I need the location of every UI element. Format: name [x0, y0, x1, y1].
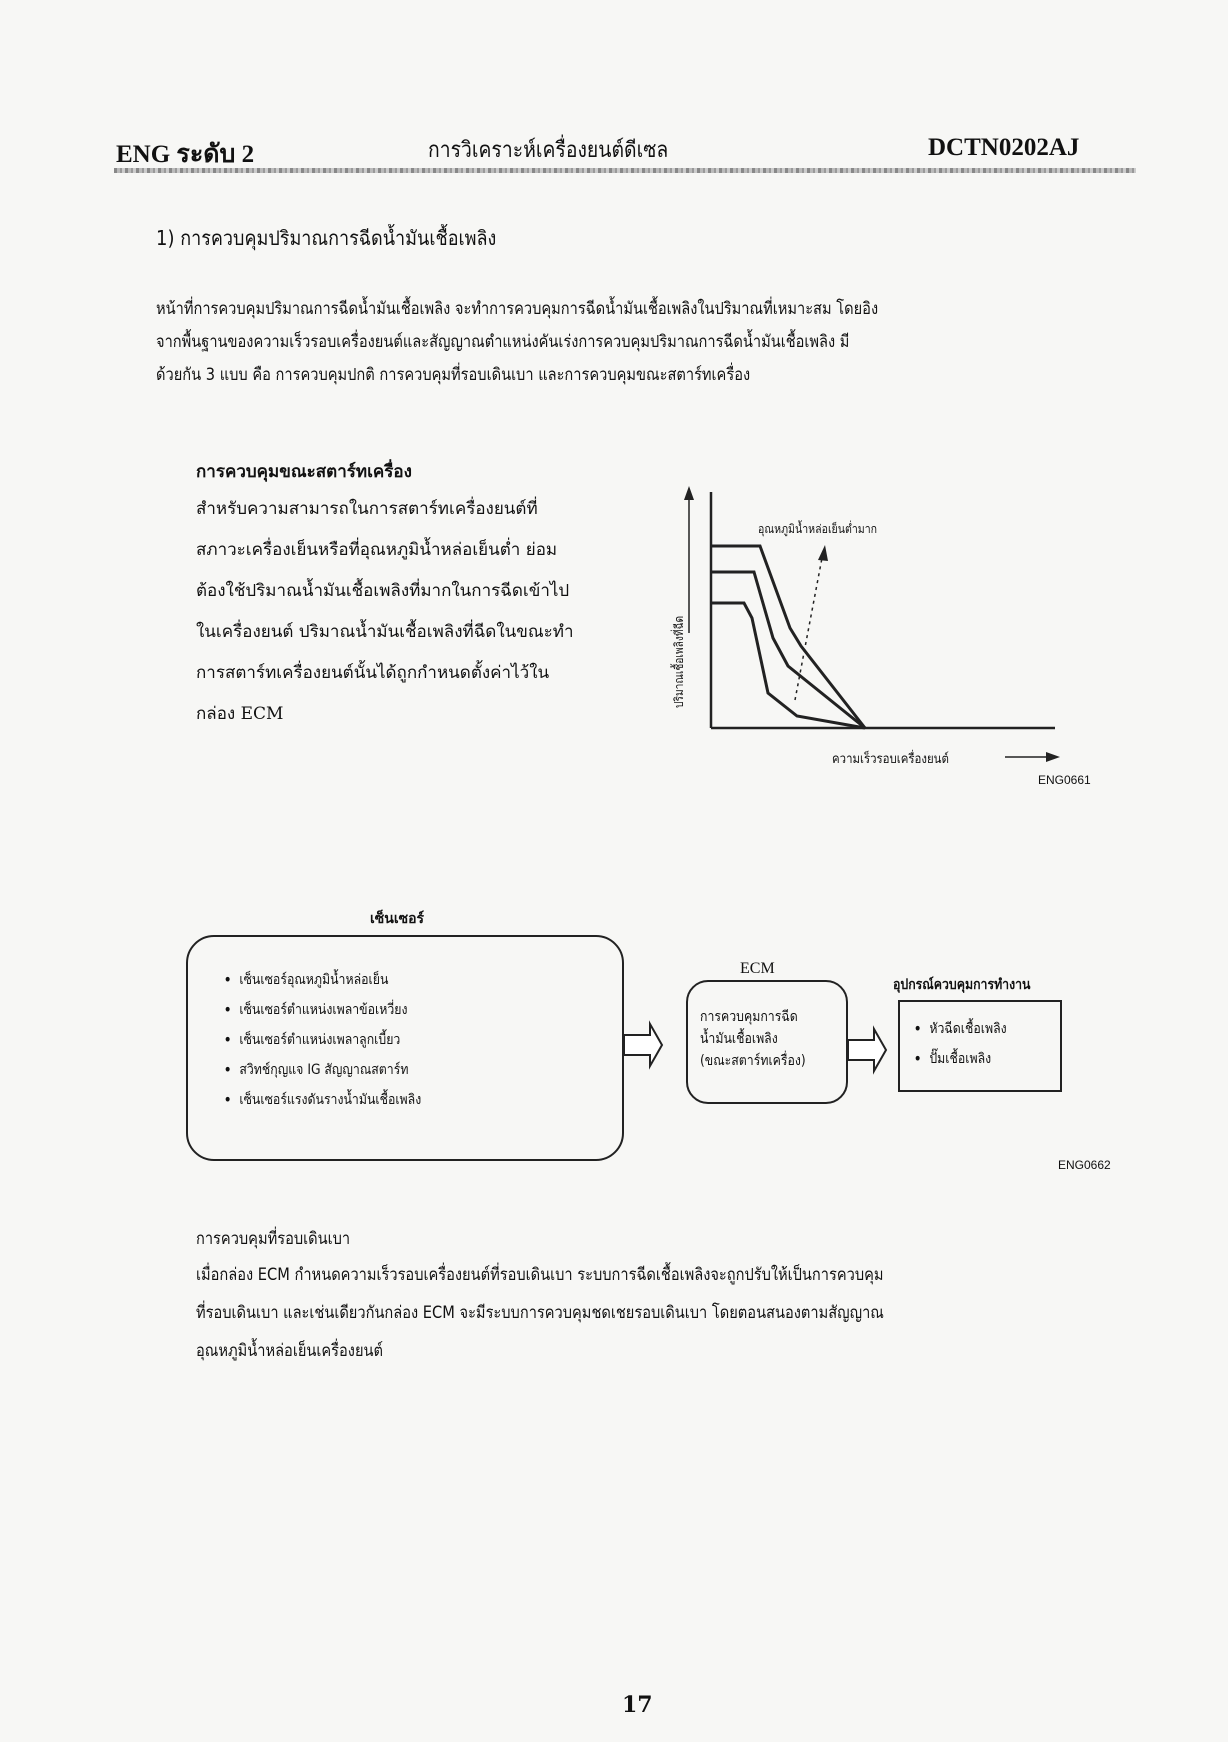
start-control-line: ต้องใช้ปริมาณน้ำมันเชื้อเพลิงที่มากในการฉีดเข้าไป — [196, 581, 570, 601]
sensor-item: • เซ็นเซอร์อุณหภูมิน้ำหล่อเย็น — [220, 965, 421, 995]
figure-fuel-quantity-graph — [660, 478, 1100, 788]
start-control-text — [196, 489, 574, 735]
fuel-graph-svg — [660, 478, 1100, 788]
page-number: 17 — [622, 1692, 653, 1718]
start-control-line: สำหรับความสามารถในการสตาร์ทเครื่องยนต์ที่ — [196, 499, 538, 519]
x-axis-arrow-head — [1046, 752, 1060, 762]
actuators-box — [898, 1000, 1062, 1092]
actuator-list — [910, 1014, 1007, 1074]
header-course-level: ENG ระดับ 2 — [116, 141, 255, 168]
coolant-temp-annotation: อุณหภูมิน้ำหล่อเย็นต่ำมาก — [758, 522, 878, 536]
arrow-sensors-to-ecm-icon — [622, 1020, 666, 1070]
ecm-heading: ECM — [740, 960, 775, 977]
header-document-title: การวิเคราะห์เครื่องยนต์ดีเซล — [428, 138, 669, 163]
sensor-item: • เซ็นเซอร์ตำแหน่งเพลาข้อเหวี่ยง — [220, 995, 421, 1025]
sensors-box — [186, 935, 624, 1161]
temperature-trend-arrow-line — [795, 558, 822, 700]
start-control-line: ในเครื่องยนต์ ปริมาณน้ำมันเชื้อเพลิงที่ฉีดในขณะทำ — [196, 622, 574, 642]
intro-line: หน้าที่การควบคุมปริมาณการฉีดน้ำมันเชื้อเพลิง จะทำการควบคุมการฉีดน้ำมันเชื้อเพลิงในปริมาณที่เหมาะสม โดยอิง — [156, 299, 879, 319]
sensor-item: • สวิทช์กุญแจ IG สัญญาณสตาร์ท — [220, 1055, 421, 1085]
start-control-line: สภาวะเครื่องเย็นหรือที่อุณหภูมิน้ำหล่อเย็นต่ำ ย่อม — [196, 540, 558, 560]
curve-medium — [711, 572, 865, 728]
idle-control-line: ที่รอบเดินเบา และเช่นเดียวกันกล่อง ECM จะมีระบบการควบคุมชดเชยรอบเดินเบา โดยตอนสนองตามสัญญาณ — [196, 1303, 884, 1323]
ecm-box — [686, 980, 848, 1104]
idle-control-line: อุณหภูมิน้ำหล่อเย็นเครื่องยนต์ — [196, 1341, 384, 1361]
arrow-ecm-to-actuators-icon — [846, 1025, 890, 1075]
sensor-item: • เซ็นเซอร์ตำแหน่งเพลาลูกเบี้ยว — [220, 1025, 421, 1055]
y-axis-label: ปริมาณเชื้อเพลิงที่ฉีด — [672, 615, 686, 708]
sensor-item: • เซ็นเซอร์แรงดันรางน้ำมันเชื้อเพลิง — [220, 1085, 421, 1115]
figure1-code: ENG0661 — [1038, 773, 1091, 787]
actuators-heading: อุปกรณ์ควบคุมการทำงาน — [893, 977, 1031, 993]
temperature-trend-arrow-head — [818, 545, 828, 561]
sensor-list — [220, 965, 421, 1115]
start-control-heading: การควบคุมขณะสตาร์ทเครื่อง — [196, 462, 412, 482]
y-axis-arrow-head — [684, 486, 694, 500]
ecm-line: (ขณะสตาร์ทเครื่อง) — [700, 1053, 806, 1069]
start-control-line: การสตาร์ทเครื่องยนต์นั้นได้ถูกกำหนดตั้งค่าไว้ใน — [196, 663, 550, 683]
intro-paragraph — [156, 293, 996, 392]
section-title: 1) การควบคุมปริมาณการฉีดน้ำมันเชื้อเพลิง — [156, 226, 497, 250]
actuator-item: • หัวฉีดเชื้อเพลิง — [910, 1014, 1007, 1044]
header-document-code: DCTN0202AJ — [928, 134, 1080, 161]
x-axis-label: ความเร็วรอบเครื่องยนต์ — [832, 752, 949, 767]
idle-control-text — [196, 1256, 996, 1370]
ecm-line: น้ำมันเชื้อเพลิง — [700, 1031, 778, 1047]
intro-line: ด้วยกัน 3 แบบ คือ การควบคุมปกติ การควบคุมที่รอบเดินเบา และการควบคุมขณะสตาร์ทเครื่อง — [156, 365, 751, 385]
header-rule — [114, 168, 1136, 173]
idle-control-heading: การควบคุมที่รอบเดินเบา — [196, 1229, 351, 1249]
ecm-function — [700, 1006, 806, 1072]
start-control-line: กล่อง ECM — [196, 704, 284, 724]
ecm-line: การควบคุมการฉีด — [700, 1009, 798, 1025]
idle-control-line: เมื่อกล่อง ECM กำหนดความเร็วรอบเครื่องยนต์ที่รอบเดินเบา ระบบการฉีดเชื้อเพลิงจะถูกปรับให้เป็นการควบคุม — [196, 1265, 884, 1285]
figure2-code: ENG0662 — [1058, 1158, 1111, 1172]
sensors-heading: เซ็นเซอร์ — [370, 911, 425, 927]
actuator-item: • ปั๊มเชื้อเพลิง — [910, 1044, 1007, 1074]
intro-line: จากพื้นฐานของความเร็วรอบเครื่องยนต์และสัญญาณตำแหน่งคันเร่งการควบคุมปริมาณการฉีดน้ำมันเชื้อเพลิง มี — [156, 332, 850, 352]
